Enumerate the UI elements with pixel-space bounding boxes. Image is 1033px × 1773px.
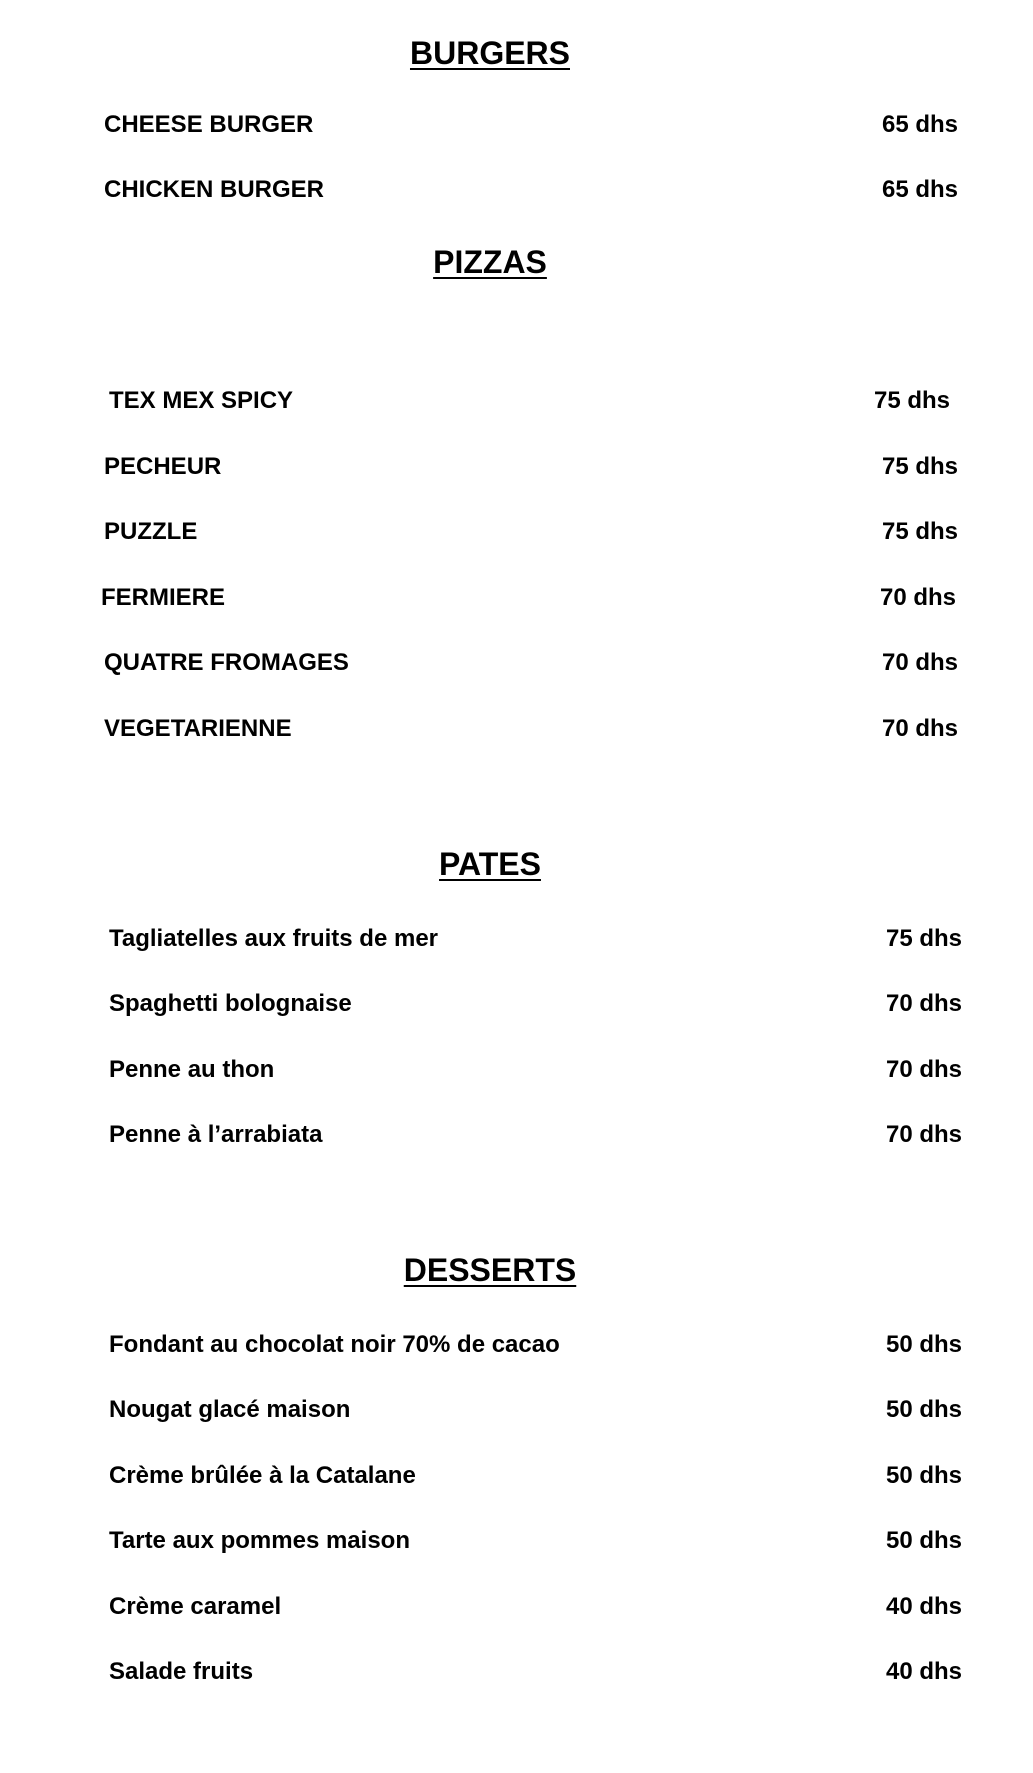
- menu-item-name: PECHEUR: [104, 453, 222, 480]
- menu-item-name: Crème brûlée à la Catalane: [109, 1462, 416, 1489]
- menu-item-name: Tarte aux pommes maison: [109, 1527, 410, 1554]
- menu-item-name: QUATRE FROMAGES: [104, 649, 349, 676]
- menu-item-price: 50 dhs: [886, 1331, 963, 1358]
- menu-item-name: PUZZLE: [104, 518, 198, 545]
- menu-item-name: Penne au thon: [109, 1056, 275, 1083]
- menu-item-price: 50 dhs: [886, 1396, 963, 1423]
- menu-item-name: Nougat glacé maison: [109, 1396, 351, 1423]
- menu-item-price: 50 dhs: [886, 1527, 963, 1554]
- menu-item-name: TEX MEX SPICY: [109, 387, 294, 414]
- menu-item-price: 75 dhs: [882, 518, 959, 545]
- menu-item-price: 40 dhs: [886, 1658, 963, 1685]
- menu-item-name: VEGETARIENNE: [104, 715, 292, 742]
- menu-item-name: Tagliatelles aux fruits de mer: [109, 925, 439, 952]
- menu-item-price: 70 dhs: [886, 990, 963, 1017]
- menu-item-name: Crème caramel: [109, 1593, 282, 1620]
- menu-item-price: 70 dhs: [882, 715, 959, 742]
- menu-item-price: 65 dhs: [882, 111, 959, 138]
- menu-item-name: Fondant au chocolat noir 70% de cacao: [109, 1331, 560, 1358]
- menu-item-name: CHICKEN BURGER: [104, 176, 325, 203]
- section-title-pizzas: PIZZAS: [433, 244, 547, 280]
- menu-item-price: 50 dhs: [886, 1462, 963, 1489]
- menu-item-price: 75 dhs: [882, 453, 959, 480]
- menu-item-price: 75 dhs: [886, 925, 963, 952]
- menu-item-name: Spaghetti bolognaise: [109, 990, 352, 1017]
- menu-item-name: FERMIERE: [101, 584, 226, 611]
- menu-item-price: 70 dhs: [880, 584, 957, 611]
- menu-item-name: Salade fruits: [109, 1658, 254, 1685]
- menu-item-price: 70 dhs: [886, 1056, 963, 1083]
- menu-item-price: 70 dhs: [882, 649, 959, 676]
- menu-item-price: 40 dhs: [886, 1593, 963, 1620]
- menu-item-price: 65 dhs: [882, 176, 959, 203]
- section-title-burgers: BURGERS: [409, 35, 570, 71]
- menu-item-price: 70 dhs: [886, 1121, 963, 1148]
- menu-item-name: Penne à l’arrabiata: [109, 1121, 323, 1148]
- menu-item-price: 75 dhs: [874, 387, 951, 414]
- menu-item-name: CHEESE BURGER: [104, 111, 314, 138]
- section-title-pates: PATES: [439, 846, 541, 882]
- section-title-desserts: DESSERTS: [403, 1252, 577, 1288]
